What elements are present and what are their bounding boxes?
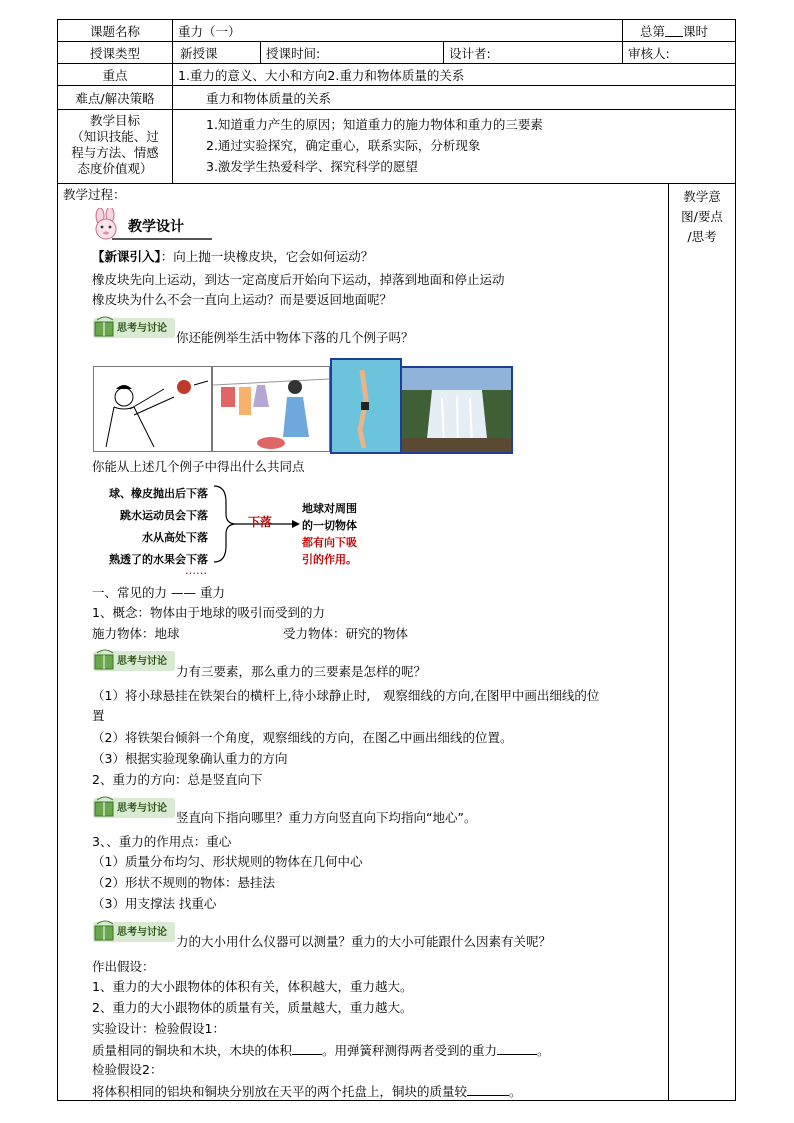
experiment-step: 置 (92, 708, 105, 723)
focus-value: 1.重力的意义、大小和方向2.重力和物体质量的关系 (178, 67, 465, 83)
goals-list (206, 114, 543, 177)
question-3: 竖直向下指向哪里？重力方向竖直向下均指向“地心”。 (176, 810, 477, 825)
diagram-result: 都有向下吸 (302, 536, 357, 549)
experiment-step: （3）根据实验现象确认重力的方向 (92, 751, 288, 766)
difficulty-value: 重力和物体质量的关系 (206, 90, 332, 106)
check-heading: 检验假设2： (92, 1062, 163, 1077)
col-divider (260, 41, 261, 63)
throwing-ball-illustration (93, 366, 212, 452)
table-right-border (735, 19, 736, 1101)
diagram-item: 球、橡皮抛出后下落 (109, 487, 208, 500)
experiment-step: （2）将铁架台倾斜一个角度，观察细线的方向，在图乙中画出细线的位置。 (92, 730, 513, 745)
side-column-label: 教学意 图/要点 /思考 (681, 189, 723, 244)
applier-line: 施力物体：地球 (92, 626, 180, 641)
table-bottom-border (57, 1100, 736, 1101)
question-2: 力有三要素，那么重力的三要素是怎样的呢？ (176, 664, 427, 679)
discussion-badge (93, 314, 175, 340)
goal-item: 1.知道重力产生的原因；知道重力的施力物体和重力的三要素 (206, 117, 543, 132)
row-divider (57, 109, 736, 110)
discussion-badge (93, 647, 175, 673)
diagram-result: 的一切物体 (302, 519, 357, 532)
lesson-type-value: 新授课 (180, 45, 218, 61)
hypothesis-heading: 作出假设： (92, 959, 155, 974)
common-point-question: 你能从上述几个例子中得出什么共同点 (92, 459, 305, 474)
col-divider (172, 19, 173, 183)
experiment-fill: 将体积相同的铝块和铜块分别放在天平的两个托盘上，铜块的质量较 。 (92, 1084, 522, 1099)
diagram-item: 水从高处下落 (142, 531, 208, 544)
badge-label: 思考与讨论 (117, 927, 167, 938)
teaching-design-banner (88, 208, 214, 242)
goal-item: 2.通过实验探究，确定重心，联系实际，分析现象 (206, 138, 481, 153)
designer-label: 设计者: (449, 45, 491, 61)
answer-blank[interactable] (467, 1083, 509, 1096)
diagram-result: 地球对周围 (302, 502, 357, 515)
row-divider (57, 183, 736, 184)
difficulty-label: 难点/解决策略 (75, 90, 155, 106)
badge-label: 思考与讨论 (117, 656, 167, 667)
col-divider (443, 41, 444, 63)
intro-line: 【新课引入】：向上抛一块橡皮块，它会如何运动？ (92, 249, 374, 264)
period-count: 总第 课时 (640, 23, 709, 39)
receiver-line: 受力物体：研究的物体 (283, 626, 409, 641)
direction-line: 2、重力的方向：总是竖直向下 (92, 772, 263, 787)
intro-line: 橡皮块为什么不会一直向上运动？而是要返回地面呢？ (92, 292, 393, 307)
diagram-center-label: 下落 (248, 515, 273, 529)
discussion-badge (93, 918, 175, 944)
lesson-type-label: 授课类型 (89, 45, 140, 61)
section-title: 一、常见的力 —— 重力 (92, 585, 225, 600)
point-method: （3）用支撑法 找重心 (92, 896, 217, 911)
reviewer-label: 审核人: (628, 45, 670, 61)
col-divider (668, 183, 669, 1100)
question-1: 你还能例举生活中物体下落的几个例子吗？ (176, 330, 414, 345)
diagram-item: 跳水运动员会下落 (120, 509, 208, 522)
focus-label: 重点 (102, 67, 128, 83)
diver-photo (330, 358, 402, 454)
point-line: 3、、重力的作用点：重心 (92, 834, 232, 849)
discussion-badge (93, 794, 175, 820)
table-left-border (57, 19, 58, 1101)
point-method: （2）形状不规则的物体：悬挂法 (92, 875, 275, 890)
goal-item: 3.激发学生热爱科学、探究科学的愿望 (206, 159, 418, 174)
laundry-illustration (212, 366, 330, 452)
hypothesis: 1、重力的大小跟物体的体积有关，体积越大，重力越大。 (92, 979, 413, 994)
diagram-dots: …… (185, 564, 207, 577)
lesson-time-label: 授课时间: (266, 45, 321, 61)
intro-line: 橡皮块先向上运动，到达一定高度后开始向下运动，掉落到地面和停止运动 (92, 272, 505, 287)
hypothesis: 2、重力的大小跟物体的质量有关，质量越大，重力越大。 (92, 1000, 413, 1015)
concept-line: 1、概念：物体由于地球的吸引而受到的力 (92, 605, 325, 620)
experiment-design: 实验设计：检验假设1： (92, 1021, 225, 1036)
course-name-label: 课题名称 (89, 23, 140, 39)
answer-blank[interactable] (497, 1042, 537, 1055)
process-label: 教学过程： (63, 187, 126, 202)
badge-label: 思考与讨论 (117, 323, 167, 334)
course-name-value: 重力（一） (178, 23, 241, 39)
col-divider (622, 19, 623, 63)
answer-blank[interactable] (292, 1042, 322, 1055)
experiment-fill: 质量相同的铜块和木块，木块的体积 。用弹簧秤测得两者受到的重力 。 (92, 1043, 550, 1058)
question-4: 力的大小用什么仪器可以测量？重力的大小可能跟什么因素有关呢？ (176, 934, 552, 949)
rabbit-icon (88, 208, 128, 242)
waterfall-photo (400, 366, 513, 454)
banner-title: 教学设计 (128, 219, 184, 235)
diagram-item: 熟透了的水果会下落 (109, 553, 208, 566)
badge-label: 思考与讨论 (117, 803, 167, 814)
diagram-result: 引的作用。 (302, 553, 357, 566)
banner-underline (112, 238, 212, 240)
goals-label: 教学目标 （知识技能、过 程与方法、情感 态度价值观） (71, 113, 159, 176)
point-method: （1）质量分布均匀、形状规则的物体在几何中心 (92, 854, 363, 869)
experiment-step: （1）将小球悬挂在铁架台的横杆上,待小球静止时, 观察细线的方向,在图甲中画出细线的位 (92, 688, 600, 703)
